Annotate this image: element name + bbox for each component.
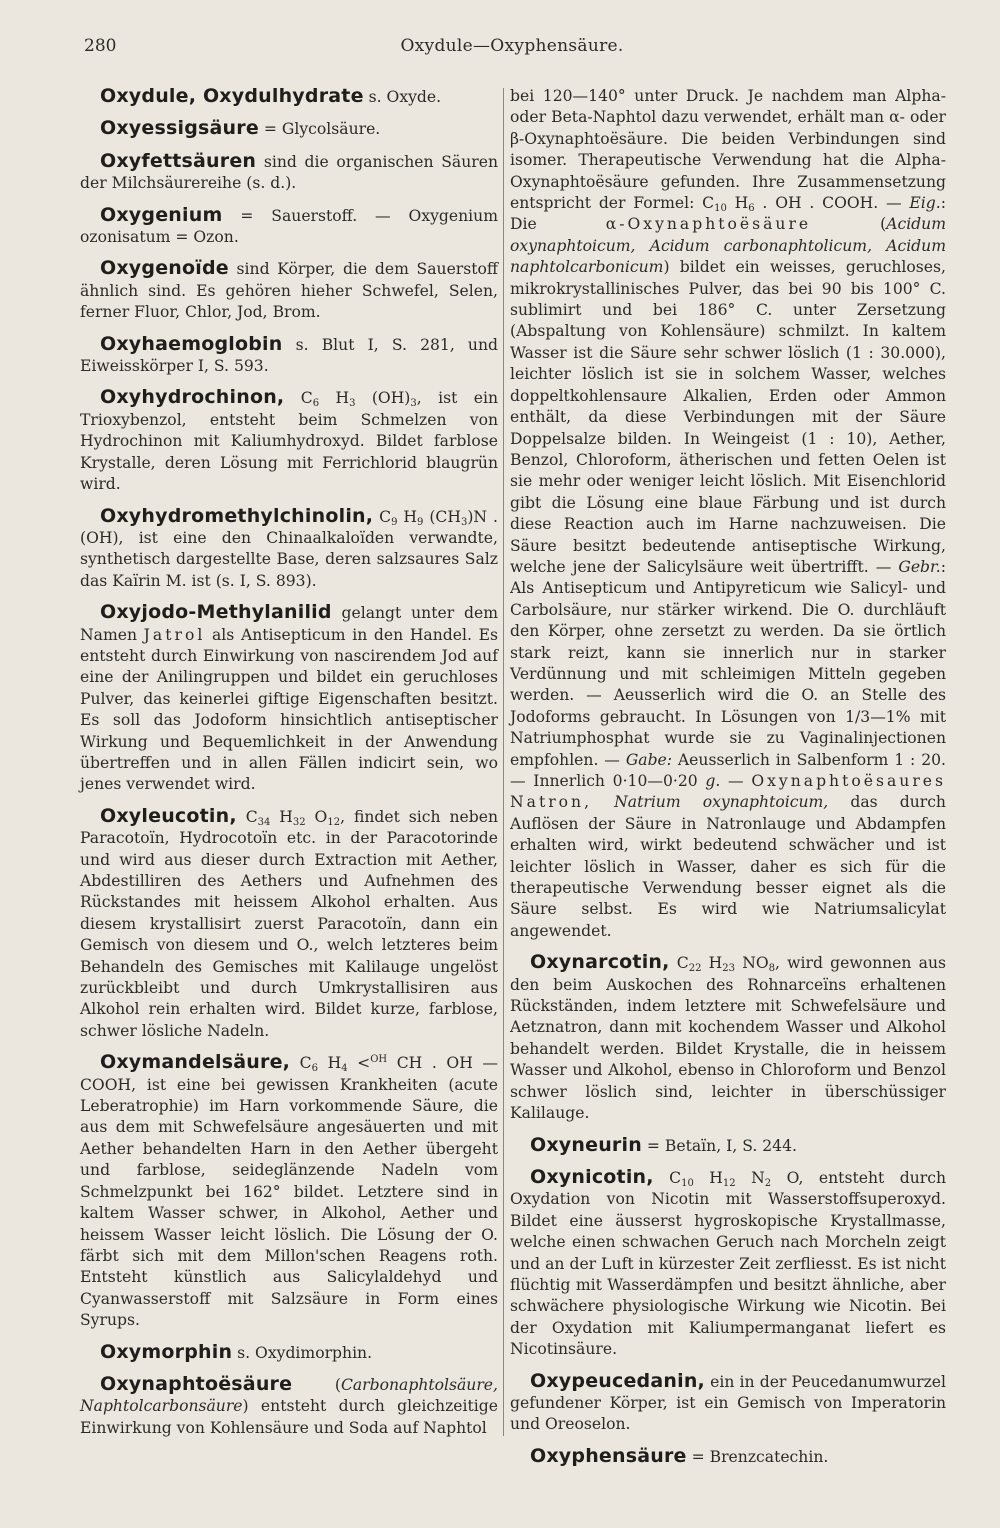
entry-text: = Betaïn, I, S. 244. xyxy=(641,1136,797,1155)
formula: $C_{10}$ $H_{12}$ $N_2$ xyxy=(653,1168,772,1189)
entry-headword: Oxymorphin xyxy=(100,1340,233,1363)
entry-headword: Oxygenoïde xyxy=(100,257,229,280)
entry-text: ein in der Peucedanumwurzel gefundener Körper, ist ein Gemisch von Imperatorin und Oreoselon. xyxy=(510,1372,946,1434)
spaced-term: Jatrol xyxy=(143,625,206,644)
entry-headword: Oxynaphtoësäure xyxy=(100,1372,293,1395)
entry-headword: Oxyhaemoglobin xyxy=(100,332,283,355)
entry-text: , findet sich neben Paracotoïn, Hydrocotoïn etc. in der Paracotorinde und wird aus dieser durch Extraction mit Aether, Abdestilliren des Aethers und Aufnehmen des Rückstandes mit heissem Alkohol erhalten. Aus diesem krystallisirt zuerst Paracotoïn, dann ein Gemisch von diesem und O., welch letzteres beim Behandeln des Gemisches mit Kalilauge ungelöst zurückbleibt und durch Umkrystallisiren aus Alkohol rein erhalten wird. Bildet kurze, farblose, schwer lösliche Nadeln. xyxy=(80,807,499,1040)
spaced-term: Oxynaphtoësaures Natron, xyxy=(510,772,947,812)
entry-oxyleucotin xyxy=(80,806,498,1042)
entry-oxygenium xyxy=(80,205,498,249)
entry-text: s. Oxydimorphin. xyxy=(232,1343,373,1362)
italic-synonyms: Carbonaphtolsäure, Naphtolcarbonsäure xyxy=(80,1375,498,1416)
running-title: Oxydule—Oxyphensäure. xyxy=(400,36,624,56)
entry-text: = Sauerstoff. — Oxygenium ozonisatum = Ozon. xyxy=(80,206,498,247)
entry-headword: Oxyphensäure xyxy=(530,1444,687,1467)
entry-headword: Oxynarcotin, xyxy=(530,951,670,974)
entry-oxypeucedanin xyxy=(510,1371,946,1436)
entry-oxymandelsaeure xyxy=(80,1052,498,1331)
entry-text: als Antisepticum in den Handel. Es entsteht durch Einwirkung von nascirendem Jod auf eine der Anilingruppen und bildet ein geruchloses Pulver, das keinerlei giftige Eigenschaften besitzt. Es soll das Jodoform hinsichtlich antiseptischer Wirkung und Bequemlichkeit in der Anwendung übertreffen und in allen Fällen indicirt sein, wo jenes verwendet wird. xyxy=(80,625,498,794)
entry-text: = Glycolsäure. xyxy=(258,120,381,139)
entry-text: sind Körper, die dem Sauerstoff ähnlich sind. Es gehören hieher Schwefel, Selen, ferner Fluor, Chlor, Jod, Brom. xyxy=(80,260,498,322)
entry-text: sind die organischen Säuren der Milchsäurereihe (s. d.). xyxy=(80,152,498,193)
entry-headword: Oxynicotin, xyxy=(530,1165,654,1188)
entry-headword: Oxyhydromethylchinolin, xyxy=(100,504,374,527)
formula: $C_{34}$ $H_{32}$ $O_{12}$ xyxy=(236,807,341,828)
entry-text: s. Blut I, S. 281, und Eiweisskörper I, S. 593. xyxy=(80,335,498,376)
entry-headword: Oxyjodo-Methylanilid xyxy=(100,601,332,624)
entry-oxyjodo-methylanilid xyxy=(80,602,498,796)
entry-headword: Oxydule, Oxydulhydrate xyxy=(100,85,364,107)
formula: $C_9$ $H_9$ ($CH_3$ xyxy=(373,507,468,528)
entry-text: )N . (OH), ist eine den Chinaalkaloïden verwandte, synthetisch dargestellte Base, deren salzsaures Salz das Kaïrin M. ist (s. I, S. 893). xyxy=(80,507,498,590)
formula: $C_6$ $H_3$ $(OH)_3$ xyxy=(284,389,417,410)
page-header xyxy=(84,36,940,60)
entry-headword: Oxyfettsäuren xyxy=(100,149,257,172)
entry-oxyessigsaeure xyxy=(80,118,498,140)
entry-headword: Oxyleucotin, xyxy=(100,804,237,827)
entry-text: = Brenzcatechin. xyxy=(686,1447,829,1466)
page-number: 280 xyxy=(84,36,117,56)
entry-headword: Oxyessigsäure xyxy=(100,117,259,140)
entry-text: ) entsteht durch gleichzeitige Einwirkung von Kohlensäure und Soda auf Naphtol xyxy=(80,1397,498,1437)
entry-oxyfettsaeuren xyxy=(80,151,498,195)
entry-text: O, entsteht durch Oxydation von Nicotin mit Wasserstoffsuperoxyd. Bildet eine äusserst hygroskopische Krystallmasse, welche einen schwachen Geruch nach Morcheln zeigt und an der Luft in kürzester Zeit zerfliesst. Es ist nicht flüchtig mit Wasserdämpfen und besitzt ähnliche, aber schwächere physiologische Wirkung wie Nicotin. Bei der Oxydation mit Kaliumpermanganat liefert es Nicotinsäure. xyxy=(510,1168,946,1359)
entry-oxyhydromethylchinolin xyxy=(80,506,498,593)
entry-text: ist eine bei gewissen Krankheiten (acute Leberatrophie) im Harn vorkommende Säure, die aus dem mit Schwefelsäure angesäuerten und mit Aether behandelten Harn in den Aether übergeht und farblose, seideglänzende Nadeln vom Schmelzpunkt bei 162° bildet. Letztere sind in kaltem Wasser schwer, in Alkohol, Aether und heissem Wasser leicht löslich. Die Lösung der O. färbt sich mit dem Millon'schen Reagens roth. Entsteht künstlich aus Salicylaldehyd und Cyanwasserstoff mit Salzsäure in Form eines Syrups. xyxy=(80,1075,498,1330)
entry-text: , wird gewonnen aus den beim Auskochen des Rohnarceïns erhaltenen Rückständen, indem letztere mit Schwefelsäure und Aetznatron, dann mit kochendem Wasser und Alkohol behandelt werden. Bildet Krystalle, die in heissem Wasser und Alkohol, ebenso in Chloroform und Benzol schwer löslich sind, leichter in überschüssiger Kalilauge. xyxy=(510,954,947,1123)
entry-oxyhydrochinon xyxy=(80,387,498,495)
entry-text: gelangt unter dem Namen xyxy=(80,604,498,644)
entry-headword: Oxyhydrochinon, xyxy=(100,386,285,409)
formula: $C_6$ $H_4 <^{OH}$ CH . OH — COOH, xyxy=(80,1054,498,1094)
right-column xyxy=(510,86,946,1478)
entry-oxynaphtoesaeure-continued: bei 120—140° unter Druck. Je nachdem man Alpha- oder Beta-Naphtol dazu verwendet, erhält man α- oder β-Oxynaphtoësäure. Die beiden Verbindungen sind isomer. Therapeutische Verwendung hat die Alpha-Oxynaphtoësäure gefunden. Ihre Zusammensetzung entspricht der Formel: $C_{10}$ $H_6$ . OH . COOH. — Eig.: Die α-Oxynaphtoësäure (Acidum oxynaphtoicum, Acidum carbonaphtolicum, Acidum naphtolcarbonicum) bildet ein weisses, geruchloses, mikrokrystallinisches Pulver, das bei 90 bis 100° C. sublimirt und bei 186° C. unter Zersetzung (Abspaltung von Kohlensäure) schmilzt. In kaltem Wasser ist die Säure sehr schwer löslich (1 : 30.000), leichter löslich ist sie in solchem Wasser, welches doppeltkohlensaure Alkalien, Erden oder Ammon enthält, da diese Verbindungen mit der Säure Doppelsalze bilden. In Weingeist (1 : 10), Aether, Benzol, Chloroform, ätherischen und fetten Oelen ist sie mehr oder weniger leicht löslich. Mit Eisenchlorid gibt die Lösung eine blaue Färbung und ist durch diese Reaction auch im Harne nachzuweisen. Die Säure besitzt bedeutende antiseptische Wirkung, welche jene der Salicylsäure weit übertrifft. — Gebr.: Als Antisepticum und Antipyreticum wie Salicyl- und Carbolsäure, nur stärker wirkend. Die O. durchläuft den Körper, ohne zersetzt zu werden. Da sie örtlich stark reizt, kann sie innerlich nur in starker Verdünnung und mit schleimigen Mitteln gegeben werden. — Aeusserlich wird die O. an Stelle des Jodoforms gebraucht. In Lösungen von 1/3—1% mit Natriumphosphat wurde sie zu Vaginalinjectionen empfohlen. — Gabe: Aeusserlich in Salbenform 1 : 20. — Innerlich 0·10—0·20 g. — Oxynaphtoësaures Natron, Natrium oxynaphtoicum, das durch Auflösen der Säure in Natronlauge und Abdampfen erhalten wird, wirkt bedeutend schwächer und ist leichter löslich in Wasser, daher es sich für die therapeutische Verwendung besser eignet als die Säure selbst. Es wird wie Natriumsalicylat angewendet. xyxy=(510,87,947,940)
entry-oxyneurin xyxy=(510,1135,946,1157)
entry-oxynarcotin xyxy=(510,952,946,1124)
entry-text: , ist ein Trioxybenzol, entsteht beim Schmelzen von Hydrochinon mit Kaliumhydroxyd. Bildet farblose Krystalle, deren Lösung mit Ferrichlorid blaugrün wird. xyxy=(80,389,499,494)
formula: $C_{22}$ $H_{23}$ $NO_8$ xyxy=(669,954,776,975)
entry-oxynicotin xyxy=(510,1167,946,1361)
entry-oxynaphtoesaeure xyxy=(80,1374,498,1439)
entry-oxyphensaeure xyxy=(510,1446,946,1468)
entry-headword: Oxyneurin xyxy=(530,1133,642,1156)
entry-headword: Oxypeucedanin, xyxy=(530,1369,705,1392)
left-column xyxy=(80,86,498,1449)
entry-text: ( xyxy=(292,1375,341,1394)
entry-headword: Oxymandelsäure, xyxy=(100,1051,291,1074)
entry-headword: Oxygenium xyxy=(100,203,223,226)
column-divider xyxy=(503,88,504,1436)
spaced-term: α-Oxynaphtoësäure xyxy=(605,215,812,234)
entry-oxygenoide xyxy=(80,258,498,323)
entry-oxyhaemoglobin xyxy=(80,334,498,378)
entry-text: s. Oxyde. xyxy=(363,88,442,106)
entry-oxydule xyxy=(80,86,498,108)
entry-oxymorphin xyxy=(80,1342,498,1364)
